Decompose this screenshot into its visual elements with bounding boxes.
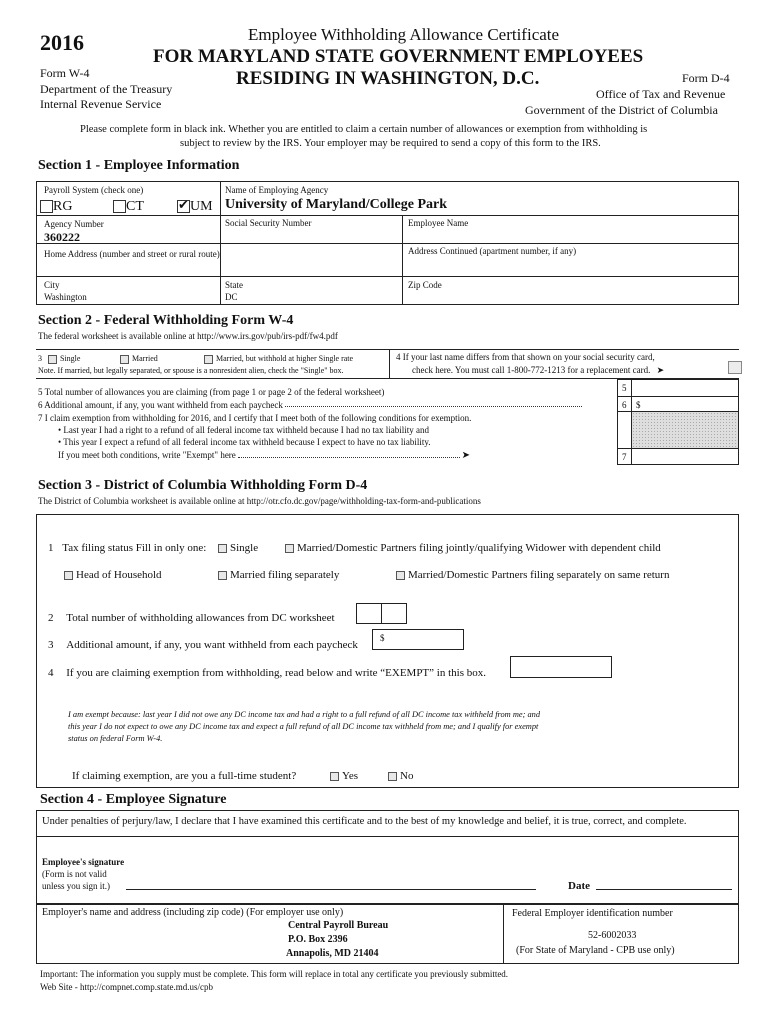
box6-number: 6 [622, 400, 627, 410]
home-address-label: Home Address (number and street or rural route) [44, 249, 220, 259]
box7-number: 7 [622, 452, 627, 462]
signature-line[interactable] [126, 889, 536, 890]
exempt-line-label: If you meet both conditions, write "Exempt" here [58, 450, 236, 460]
city-field[interactable]: Washington [44, 292, 87, 302]
dc-hoh-checkbox[interactable] [64, 571, 73, 580]
irs-label: Internal Revenue Service [40, 97, 162, 111]
dc-additional-amount-field[interactable] [372, 629, 464, 650]
dc-married-sep-same-option [396, 569, 669, 581]
arrow-right-icon: ➤ [461, 450, 470, 461]
agency-number-label: Agency Number [44, 219, 104, 229]
section1-title: Section 1 - Employee Information [38, 158, 240, 173]
employer-po-box: P.O. Box 2396 [288, 934, 348, 945]
dc-line2-number: 2 [48, 612, 54, 624]
section4-title: Section 4 - Employee Signature [40, 792, 227, 807]
dc-married-sep-label: Married filing separately [230, 569, 340, 581]
form-title: Employee Withholding Allowance Certificate [248, 25, 560, 44]
city-label: City [44, 280, 60, 290]
line3-marital [38, 354, 80, 364]
student-no-checkbox[interactable] [388, 772, 397, 781]
dc-married-sep-same-checkbox[interactable] [396, 571, 405, 580]
line6-text [38, 400, 584, 410]
footer-website[interactable]: Web Site - http://compnet.comp.state.md.us/cpb [40, 982, 213, 992]
instructions-line2: subject to review by the IRS. Your employer may be required to send a copy of this form to the IRS. [180, 138, 601, 149]
state-field[interactable]: DC [225, 292, 238, 302]
exempt-line [58, 450, 470, 461]
rg-checkbox[interactable] [40, 200, 53, 213]
line7-bullet1: • Last year I had a right to a refund of all federal income tax withheld because I had no tax liability and [58, 425, 430, 435]
student-yes-checkbox[interactable] [330, 772, 339, 781]
agency-name-field[interactable]: University of Maryland/College Park [225, 197, 448, 212]
dc-exempt-text1: I am exempt because: last year I did not owe any DC income tax and had a right to a full refund of all DC income tax withheld from me; and [68, 710, 541, 719]
zip-label: Zip Code [408, 280, 442, 290]
dc-single-option [218, 542, 258, 554]
dc-single-label: Single [230, 542, 259, 554]
ct-checkbox[interactable] [113, 200, 126, 213]
fein-value: 52-6002033 [588, 930, 637, 941]
section2-title: Section 2 - Federal Withholding Form W-4 [38, 313, 294, 328]
payroll-um-option[interactable] [177, 199, 213, 215]
signature-note2: unless you sign it.) [42, 881, 111, 891]
dc-exempt-text3: status on federal Form W-4. [68, 734, 163, 743]
arrow-right-icon: ➤ [656, 365, 665, 375]
dc-line3-label: Additional amount, if any, you want withheld from each paycheck [66, 639, 358, 651]
dc-gov-label: Government of the District of Columbia [525, 103, 718, 117]
dc-exempt-field[interactable] [510, 656, 612, 678]
dc-line4-label: If you are claiming exemption from withholding, read below and write “EXEMPT” in this box. [66, 667, 486, 679]
line4-text: 4 If your last name differs from that shown on your social security card, [396, 352, 655, 362]
student-question: If claiming exemption, are you a full-time student? [72, 770, 297, 782]
treasury-label: Department of the Treasury [40, 82, 173, 96]
single-checkbox[interactable] [48, 355, 57, 364]
line4-check-text: check here. You must call 1-800-772-1213 for a replacement card. [412, 365, 651, 375]
married-higher-label: Married, but withhold at higher Single rate [216, 354, 354, 363]
date-label: Date [568, 880, 590, 892]
married-higher-option [204, 354, 353, 364]
allowances-field[interactable] [632, 380, 738, 396]
dc-married-joint-option [285, 542, 661, 554]
box6-dollar: $ [636, 400, 641, 410]
form-title-line2: FOR MARYLAND STATE GOVERNMENT EMPLOYEES [153, 46, 644, 67]
employee-name-label: Employee Name [408, 218, 469, 228]
payroll-system-label: Payroll System (check one) [44, 185, 144, 195]
ct-label: CT [126, 199, 144, 214]
dc-single-checkbox[interactable] [218, 544, 227, 553]
student-no-label: No [400, 770, 414, 782]
dc-hoh-option [64, 569, 162, 581]
dc-married-sep-checkbox[interactable] [218, 571, 227, 580]
payroll-ct-option[interactable] [113, 199, 144, 215]
student-yes-label: Yes [342, 770, 359, 782]
ssn-label: Social Security Number [225, 218, 312, 228]
fein-label: Federal Employer identification number [512, 908, 673, 919]
form-d4-label: Form D-4 [682, 71, 730, 85]
name-differs-checkbox[interactable] [728, 361, 742, 374]
filing-status-label: Tax filing status Fill in only one: [62, 542, 207, 554]
dc-line3-number: 3 [48, 639, 54, 651]
box5-number: 5 [622, 383, 627, 393]
line6-label: 6 Additional amount, if any, you want withheld from each paycheck [38, 400, 283, 410]
dc-line4 [48, 667, 486, 679]
dc-allowances-box2[interactable] [381, 603, 407, 624]
um-label: UM [190, 199, 213, 214]
date-line[interactable] [596, 889, 732, 890]
state-label: State [225, 280, 243, 290]
um-checkbox[interactable] [177, 200, 190, 213]
marital-note: Note. If married, but legally separated, or spouse is a nonresident alien, check the "Single" box. [38, 366, 344, 375]
dc-allowances-box1[interactable] [356, 603, 382, 624]
dc-married-sep-same-label: Married/Domestic Partners filing separately on same return [408, 569, 670, 581]
footer-important: Important: The information you supply must be complete. This form will replace in total any certificate you previously submitted. [40, 969, 509, 979]
married-checkbox[interactable] [120, 355, 129, 364]
line4-text2 [412, 365, 664, 376]
dc-line1 [48, 542, 206, 554]
additional-amount-field[interactable] [645, 397, 738, 411]
dc-married-joint-checkbox[interactable] [285, 544, 294, 553]
dc-line1-number: 1 [48, 542, 54, 554]
dc-line2-label: Total number of withholding allowances from DC worksheet [66, 612, 335, 624]
student-no-option [388, 770, 413, 782]
employer-city: Annapolis, MD 21404 [286, 948, 379, 959]
dc-worksheet-link[interactable]: The District of Columbia worksheet is available online at http://otr.cfo.dc.gov/page/withholding-tax-form-and-publications [38, 496, 481, 506]
otr-label: Office of Tax and Revenue [596, 87, 726, 101]
dc-exempt-text2: this year I do not expect to owe any DC income tax and expect a full refund of all DC income tax withheld from me; and I qualify for exempt [68, 722, 539, 731]
dc-line4-number: 4 [48, 667, 54, 679]
dc-line2 [48, 612, 335, 624]
single-label: Single [60, 354, 81, 363]
form-title-line3: RESIDING IN WASHINGTON, D.C. [236, 68, 540, 89]
student-yes-option [330, 770, 358, 782]
rg-label: RG [53, 199, 73, 214]
dc-married-joint-label: Married/Domestic Partners filing jointly/qualifying Widower with dependent child [297, 542, 661, 554]
form-w4-label: Form W-4 [40, 66, 90, 80]
fein-note: (For State of Maryland - CPB use only) [516, 945, 675, 956]
signature-note1: (Form is not valid [42, 869, 107, 879]
section3-title: Section 3 - District of Columbia Withholding Form D-4 [38, 478, 368, 493]
married-option [120, 354, 158, 364]
federal-worksheet-link[interactable]: The federal worksheet is available online at http://www.irs.gov/pub/irs-pdf/fw4.pdf [38, 331, 338, 341]
payroll-rg-option[interactable] [40, 199, 72, 215]
married-higher-checkbox[interactable] [204, 355, 213, 364]
dc-hoh-label: Head of Household [76, 569, 162, 581]
agency-number-field[interactable]: 360222 [44, 230, 80, 244]
dc-line3 [48, 639, 358, 651]
line3-number: 3 [38, 354, 42, 363]
exempt-field[interactable] [632, 449, 738, 464]
section3-box [36, 514, 739, 788]
dc-married-sep-option [218, 569, 339, 581]
shaded-area [632, 412, 738, 448]
married-label: Married [132, 354, 158, 363]
employer-name: Central Payroll Bureau [288, 920, 389, 931]
agency-name-label: Name of Employing Agency [225, 185, 329, 195]
perjury-statement: Under penalties of perjury/law, I declare that I have examined this certificate and to the best of my knowledge and belief, it is true, correct, and complete. [42, 816, 687, 827]
dc-dollar-sign: $ [380, 633, 385, 643]
form-year: 2016 [40, 30, 84, 55]
line5-text: 5 Total number of allowances you are claiming (from page 1 or page 2 of the federal worksheet) [38, 387, 385, 397]
employer-label: Employer's name and address (including zip code) (For employer use only) [42, 907, 344, 918]
signature-label: Employee's signature [42, 857, 125, 867]
line7-bullet2: • This year I expect a refund of all federal income tax withheld because I expect to have no tax liability. [58, 437, 431, 447]
line7-text: 7 I claim exemption from withholding for 2016, and I certify that I meet both of the following conditions for exemption. [38, 413, 472, 423]
instructions-line1: Please complete form in black ink. Whether you are entitled to claim a certain number of allowances or exemption from withholding is [80, 124, 648, 135]
address-cont-label: Address Continued (apartment number, if any) [408, 246, 577, 256]
